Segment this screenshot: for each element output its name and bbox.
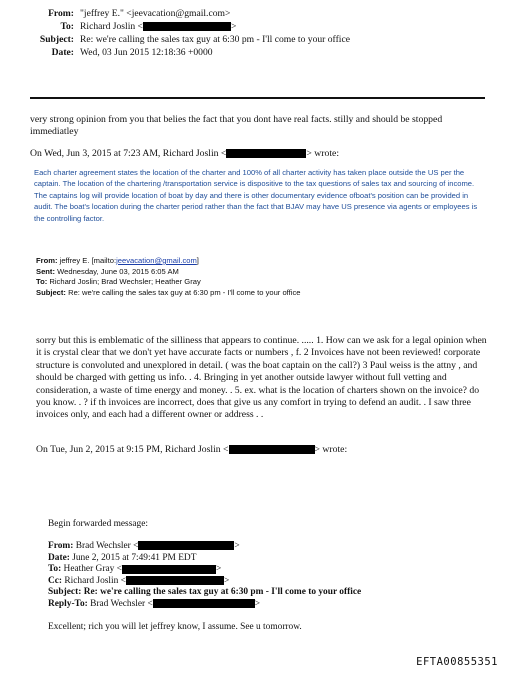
date-label: Date: bbox=[51, 47, 74, 58]
redaction-block bbox=[229, 445, 315, 454]
subject-label: Subject: bbox=[39, 34, 74, 45]
jeffrey-message: sorry but this is emblematic of the silliness that appears to continue. ..... 1. How can we ask for a legal opinion when it is crystal clear that we don't yet have accurate facts or numbers , f. 2 Invoices have not been reviewed! corporate structure is convoluted and unexplored in detail. ( was the boat captain on the call?) 3 Paul weiss is the attny , and should be charged with getting us info. . 4. Bringing in yet another outside lawyer without full vetting and consideration, a waste of time energy and money. . 5. ex. what is the location of charters shown on the invoice? do you know. . ? if th invoices are incorrect, does that give us any comfort in trying to defend an audit. . I saw three invoices only, and each had a different owner or address . . bbox=[36, 335, 487, 421]
reply-attribution-1: On Wed, Jun 3, 2015 at 7:23 AM, Richard Joslin < > wrote: bbox=[30, 148, 340, 159]
begin-forwarded: Begin forwarded message: bbox=[48, 519, 148, 529]
joslin-message: Each charter agreement states the location of the charter and 100% of all charter activity has taken place outside the US per the captain. The location of the chartering /transportation service is dispositive to the tax questions of sales tax and sourcing of income. The captains log will provide location of boat by day and there is other documentary evidence ofboat's position can be provided in audit. The boat's location during the charter period rather than the fact that BJAV may have US presence via agents or employees is the controlling factor. bbox=[34, 168, 478, 223]
opening-message: very strong opinion from you that belies the fact that you dont have real facts. stilly and should be stopped immediatley bbox=[30, 114, 443, 138]
from-label: From: bbox=[48, 8, 74, 19]
to-label: To: bbox=[60, 21, 74, 32]
redaction-block bbox=[226, 149, 306, 158]
quoted-header: From: jeffrey E. [mailto:jeevacation@gmail.com] Sent: Wednesday, June 03, 2015 6:05 AM To: Richard Joslin; Brad Wechsler; Heather Gray Subject: Re: we're calling the sales tax guy at 6:30 pm - I'll come to your office bbox=[36, 256, 301, 297]
redaction-block bbox=[122, 565, 216, 574]
reply-attribution-2: On Tue, Jun 2, 2015 at 9:15 PM, Richard Joslin < > wrote: bbox=[36, 444, 348, 455]
redaction-block bbox=[138, 541, 234, 550]
redaction-block bbox=[153, 599, 255, 608]
redaction-block bbox=[126, 576, 224, 585]
to-value: Richard Joslin < > bbox=[80, 21, 237, 32]
date-value: Wed, 03 Jun 2015 12:18:36 +0000 bbox=[80, 47, 213, 58]
email-header bbox=[0, 8, 512, 68]
redaction-block bbox=[143, 22, 231, 31]
email-link[interactable]: jeevacation@gmail.com bbox=[116, 256, 197, 265]
bates-number: EFTA00855351 bbox=[416, 656, 498, 668]
subject-value: Re: we're calling the sales tax guy at 6:30 pm - I'll come to your office bbox=[80, 34, 350, 45]
header-divider bbox=[30, 97, 485, 99]
from-value: "jeffrey E." <jeevacation@gmail.com> bbox=[80, 8, 231, 19]
closing-message: Excellent; rich you will let jeffrey know, I assume. See u tomorrow. bbox=[48, 622, 302, 632]
forwarded-header: From: Brad Wechsler < > Date: June 2, 2015 at 7:49:41 PM EDT To: Heather Gray < > Cc: Richard Joslin < > Subject: Re: we're calling the sales tax guy at 6:30 pm - I'll come to your office Reply-To: Brad Wechsler < > bbox=[48, 541, 362, 609]
